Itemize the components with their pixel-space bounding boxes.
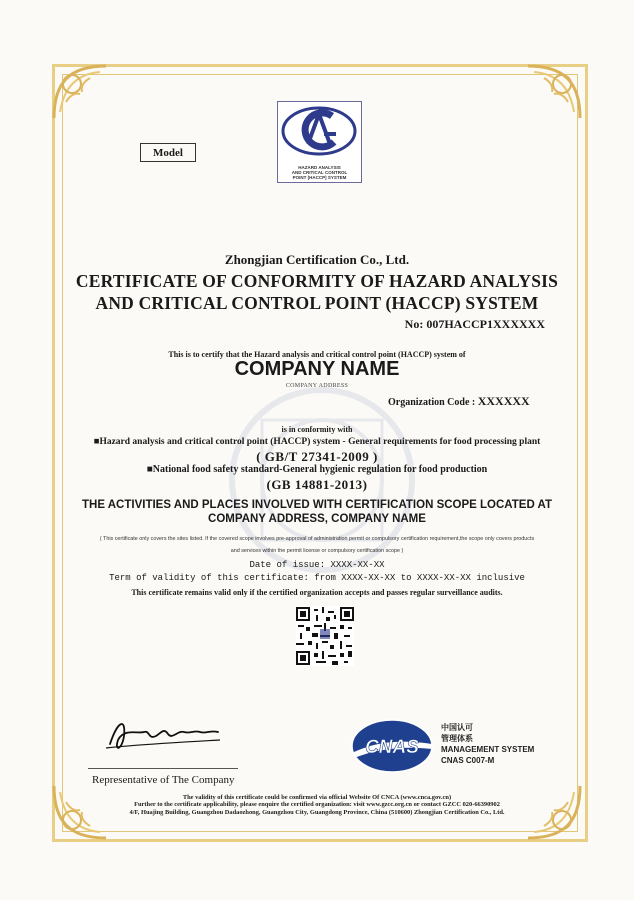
representative-signature <box>104 710 224 758</box>
cnas-logo <box>350 716 434 776</box>
cnas-line-4: CNAS C007-M <box>441 756 495 765</box>
logo-caption-2: AND CRITICAL CONTROL <box>291 170 348 175</box>
cnas-line-2: 管理体系 <box>441 734 473 743</box>
certificate-footer <box>0 794 634 816</box>
footer-line-1: The validity of this certificate could be confirmed via official Website Of CNCA (www.cnca.gov.cn) <box>182 794 452 801</box>
footer-line-2: Further to the certificate applicability, please enquire the certified organization: visit www.gzcc.org.cn or contact GZCC 020-66390902 <box>134 801 500 809</box>
standard-1-code: ( GB/T 27341-2009 ) <box>256 449 378 464</box>
cnas-line-3: MANAGEMENT SYSTEM <box>441 745 535 754</box>
title-line-1: CERTIFICATE OF CONFORMITY OF HAZARD ANALYSIS <box>75 271 559 291</box>
date-of-issue: Date of issue: XXXX-XX-XX <box>249 560 385 570</box>
logo-caption-1: HAZARD ANALYSIS <box>298 165 341 170</box>
model-label: Model <box>140 143 196 162</box>
signature-caption: Representative of The Company <box>92 774 235 786</box>
standard-2-code: (GB 14881-2013) <box>266 477 368 492</box>
organization-code <box>388 394 530 409</box>
corner-ornament-top-left <box>50 62 110 122</box>
certificate-number: No: 007HACCP1XXXXXX <box>404 317 545 331</box>
footer-line-3: 4/F, Huajing Building, Guangzhou Dadaozhong, Guangzhou City, Guangdong Province, China (510600) Zhongjian Certification Co., Ltd. <box>129 808 505 816</box>
company-address: COMPANY ADDRESS <box>285 383 349 389</box>
certify-statement: This is to certify that the Hazard analysis and critical control point (HACCP) system of <box>168 350 466 359</box>
standard-1-name: ■Hazard analysis and critical control point (HACCP) system - General requirements for food processing plant <box>93 437 541 447</box>
cnas-logo-text: CNAS <box>365 737 419 758</box>
scope-note <box>80 533 554 557</box>
validity-term: Term of validity of this certificate: from XXXX-XX-XX to XXXX-XX-XX inclusive <box>109 573 525 583</box>
scope-note-line-1: ( This certificate only covers the sites listed. If the covered scope involves pre-approval of administration permit or compulsory certification requirement,the scope only covers products <box>99 536 535 542</box>
issuer-name: Zhongjian Certification Co., Ltd. <box>224 252 410 267</box>
cnas-accreditation-text <box>441 722 534 766</box>
organization-code-value: XXXXXX <box>477 394 530 408</box>
logo-caption-3: POINT (HACCP) SYSTEM <box>292 175 347 180</box>
certification-scope <box>0 498 634 526</box>
cnas-line-1: 中国认可 <box>441 723 473 732</box>
certificate-title <box>0 270 634 314</box>
scope-line-2: COMPANY ADDRESS, COMPANY NAME <box>208 513 426 525</box>
title-line-2: AND CRITICAL CONTROL POINT (HACCP) SYSTEM <box>95 293 539 313</box>
haccp-emblem-icon <box>278 102 360 160</box>
corner-ornament-top-right <box>524 62 584 122</box>
validity-condition: This certificate remains valid only if the certified organization accepts and passes regular surveillance audits. <box>131 588 503 597</box>
scope-note-line-2: and services within the permit license or compulsory certification scope ) <box>230 548 404 554</box>
company-name: COMPANY NAME <box>234 358 400 380</box>
signature-line <box>88 768 238 769</box>
haccp-logo <box>277 101 362 183</box>
scope-line-1: THE ACTIVITIES AND PLACES INVOLVED WITH CERTIFICATION SCOPE LOCATED AT <box>81 499 552 511</box>
standard-2-name: ■National food safety standard-General hygienic regulation for food production <box>146 464 488 475</box>
qr-code[interactable] <box>296 606 354 666</box>
organization-code-label: Organization Code : <box>388 397 478 408</box>
conformity-text: is in conformity with <box>281 425 353 434</box>
